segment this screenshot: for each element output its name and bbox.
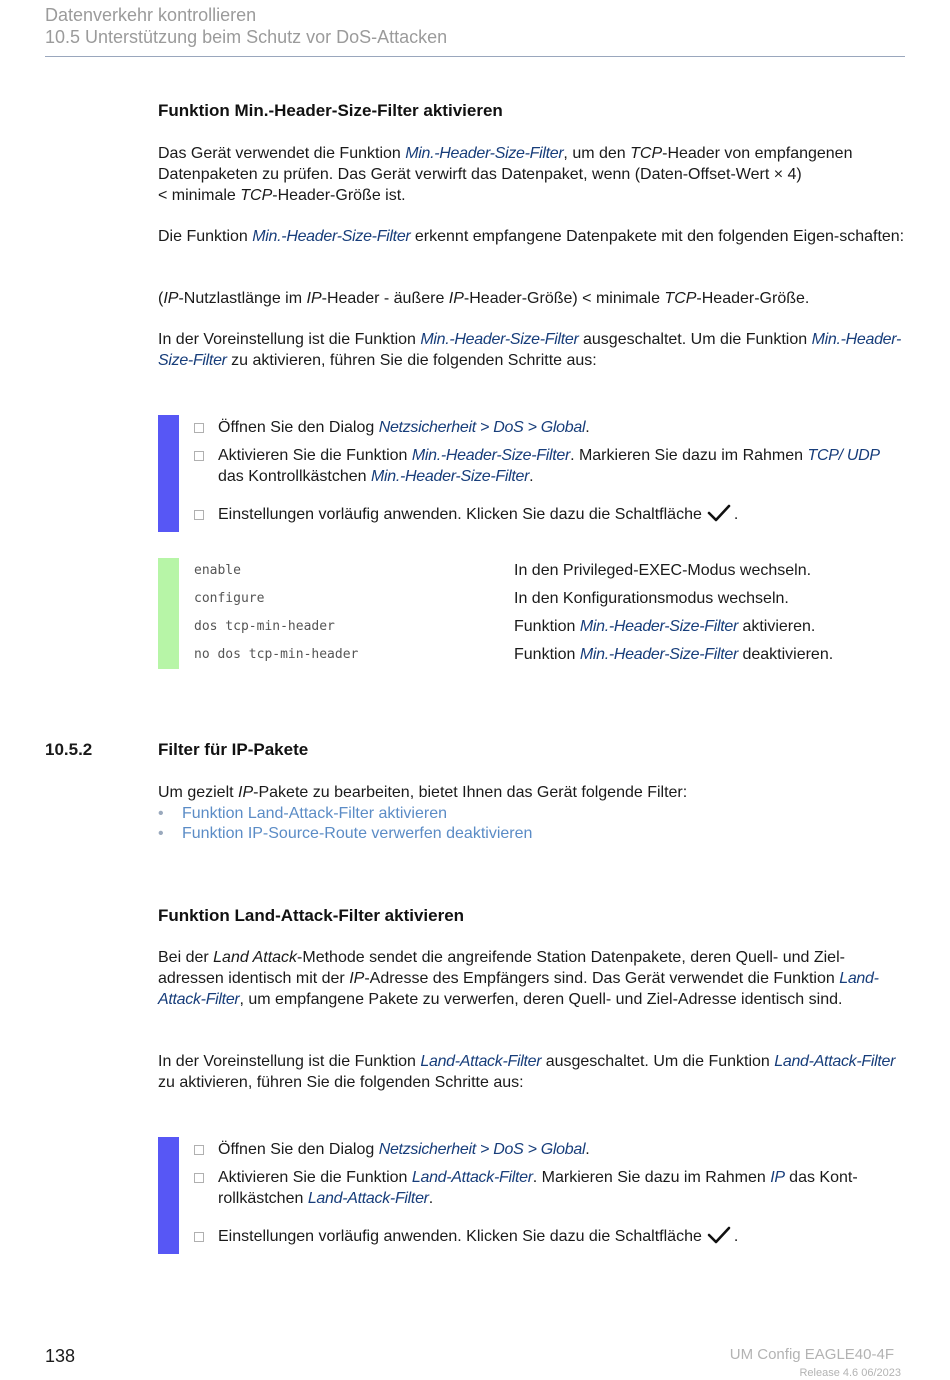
cli-command: dos tcp-min-header (194, 619, 335, 634)
step-apply-settings: Einstellungen vorläufig anwenden. Klicken Sie dazu die Schaltfläche . (194, 1226, 904, 1247)
paragraph-min-header-default: In der Voreinstellung ist die Funktion Min.-Header-Size-Filter ausgeschaltet. Um die Funktion Min.-Header-Size-Filter zu aktivieren, führen Sie die folgenden Schritte aus: (158, 331, 902, 369)
menu-ref: Min.-Header-Size-Filter (252, 228, 411, 245)
cli-description: In den Konfigurationsmodus wechseln. (514, 590, 789, 607)
footer-release: Release 4.6 06/2023 (799, 1367, 901, 1379)
menu-ref: Land-Attack-Filter (158, 970, 879, 1008)
step-open-dialog: Öffnen Sie den Dialog Netzsicherheit > DoS > Global. (194, 417, 904, 438)
menu-path: Netzsicherheit > DoS > Global (378, 1141, 586, 1158)
running-header-section: 10.5 Unterstützung beim Schutz vor DoS-Attacken (45, 27, 448, 47)
gui-steps-bar (158, 1137, 179, 1254)
running-header-chapter: Datenverkehr kontrollieren (45, 5, 257, 25)
paragraph-min-header-intro: Das Gerät verwendet die Funktion Min.-Header-Size-Filter, um den TCP-Header von empfangenen Datenpaketen zu prüfen. Das Gerät verwirft das Datenpaket, wenn (Daten-Offset-Wert × 4) < minimale TCP-Header-Größe ist. (158, 145, 853, 204)
heading-min-header-size-filter: Funktion Min.-Header-Size-Filter aktivieren (158, 101, 503, 120)
cli-commands-bar (158, 558, 179, 669)
cli-command: enable (194, 563, 241, 578)
step-checkbox[interactable] (194, 1173, 204, 1183)
menu-ref: Land-Attack-Filter (420, 1053, 542, 1070)
cli-description: In den Privileged-EXEC-Modus wechseln. (514, 562, 812, 579)
section-title: Filter für IP-Pakete (158, 740, 309, 759)
menu-ref: Min.-Header-Size-Filter (420, 331, 579, 348)
step-apply-settings: Einstellungen vorläufig anwenden. Klicken Sie dazu die Schaltfläche . (194, 504, 904, 525)
step-activate-function: Aktivieren Sie die Funktion Min.-Header-Size-Filter. Markieren Sie dazu im Rahmen TCP/ UDP das Kontrollkästchen Min.-Header-Size-Filter. (194, 445, 904, 487)
menu-ref: Land-Attack-Filter (774, 1053, 896, 1070)
step-activate-function: Aktivieren Sie die Funktion Land-Attack-Filter. Markieren Sie dazu im Rahmen IP das Kont-rollkästchen Land-Attack-Filter. (194, 1167, 904, 1209)
paragraph-min-header-formula: (IP-Nutzlastlänge im IP-Header - äußere IP-Header-Größe) < minimale TCP-Header-Größe. (158, 290, 810, 307)
header-rule (45, 56, 905, 57)
step-checkbox[interactable] (194, 451, 204, 461)
cli-description: Funktion Min.-Header-Size-Filter deaktivieren. (514, 646, 834, 663)
menu-ref: Min.-Header-Size-Filter (405, 145, 564, 162)
menu-path: Netzsicherheit > DoS > Global (378, 419, 586, 436)
checkmark-icon (706, 1226, 732, 1244)
step-checkbox[interactable] (194, 1145, 204, 1155)
gui-steps-bar (158, 415, 179, 532)
step-checkbox[interactable] (194, 423, 204, 433)
step-checkbox[interactable] (194, 1232, 204, 1242)
cli-description: Funktion Min.-Header-Size-Filter aktivieren. (514, 618, 816, 635)
step-open-dialog: Öffnen Sie den Dialog Netzsicherheit > DoS > Global. (194, 1139, 904, 1160)
link-land-attack-filter[interactable]: • Funktion Land-Attack-Filter aktivieren (158, 805, 447, 822)
menu-ref: Min.-Header-Size-Filter (158, 331, 902, 369)
page-number: 138 (45, 1346, 76, 1366)
heading-land-attack-filter: Funktion Land-Attack-Filter aktivieren (158, 906, 465, 925)
footer-document-title: UM Config EAGLE40-4F (729, 1346, 894, 1363)
cli-command: configure (194, 591, 265, 606)
paragraph-min-header-detects: Die Funktion Min.-Header-Size-Filter erkennt empfangene Datenpakete mit den folgenden Eigen-schaften: (158, 228, 905, 245)
step-checkbox[interactable] (194, 510, 204, 520)
paragraph-ip-filter-intro: Um gezielt IP-Pakete zu bearbeiten, bietet Ihnen das Gerät folgende Filter: (158, 784, 688, 801)
paragraph-land-attack-default: In der Voreinstellung ist die Funktion Land-Attack-Filter ausgeschaltet. Um die Funktion Land-Attack-Filter zu aktivieren, führen Sie die folgenden Schritte aus: (158, 1053, 896, 1091)
cli-command: no dos tcp-min-header (194, 647, 359, 662)
link-ip-source-route[interactable]: • Funktion IP-Source-Route verwerfen deaktivieren (158, 825, 533, 842)
paragraph-land-attack-intro: Bei der Land Attack-Methode sendet die angreifende Station Datenpakete, deren Quell- und Ziel-adressen identisch mit der IP-Adresse des Empfängers sind. Das Gerät verwendet die Funktion Land-Attack-Filter, um empfangene Pakete zu verwerfen, deren Quell- und Ziel-Adresse identisch sind. (158, 949, 879, 1008)
section-number: 10.5.2 (45, 740, 93, 759)
checkmark-icon (706, 504, 732, 522)
